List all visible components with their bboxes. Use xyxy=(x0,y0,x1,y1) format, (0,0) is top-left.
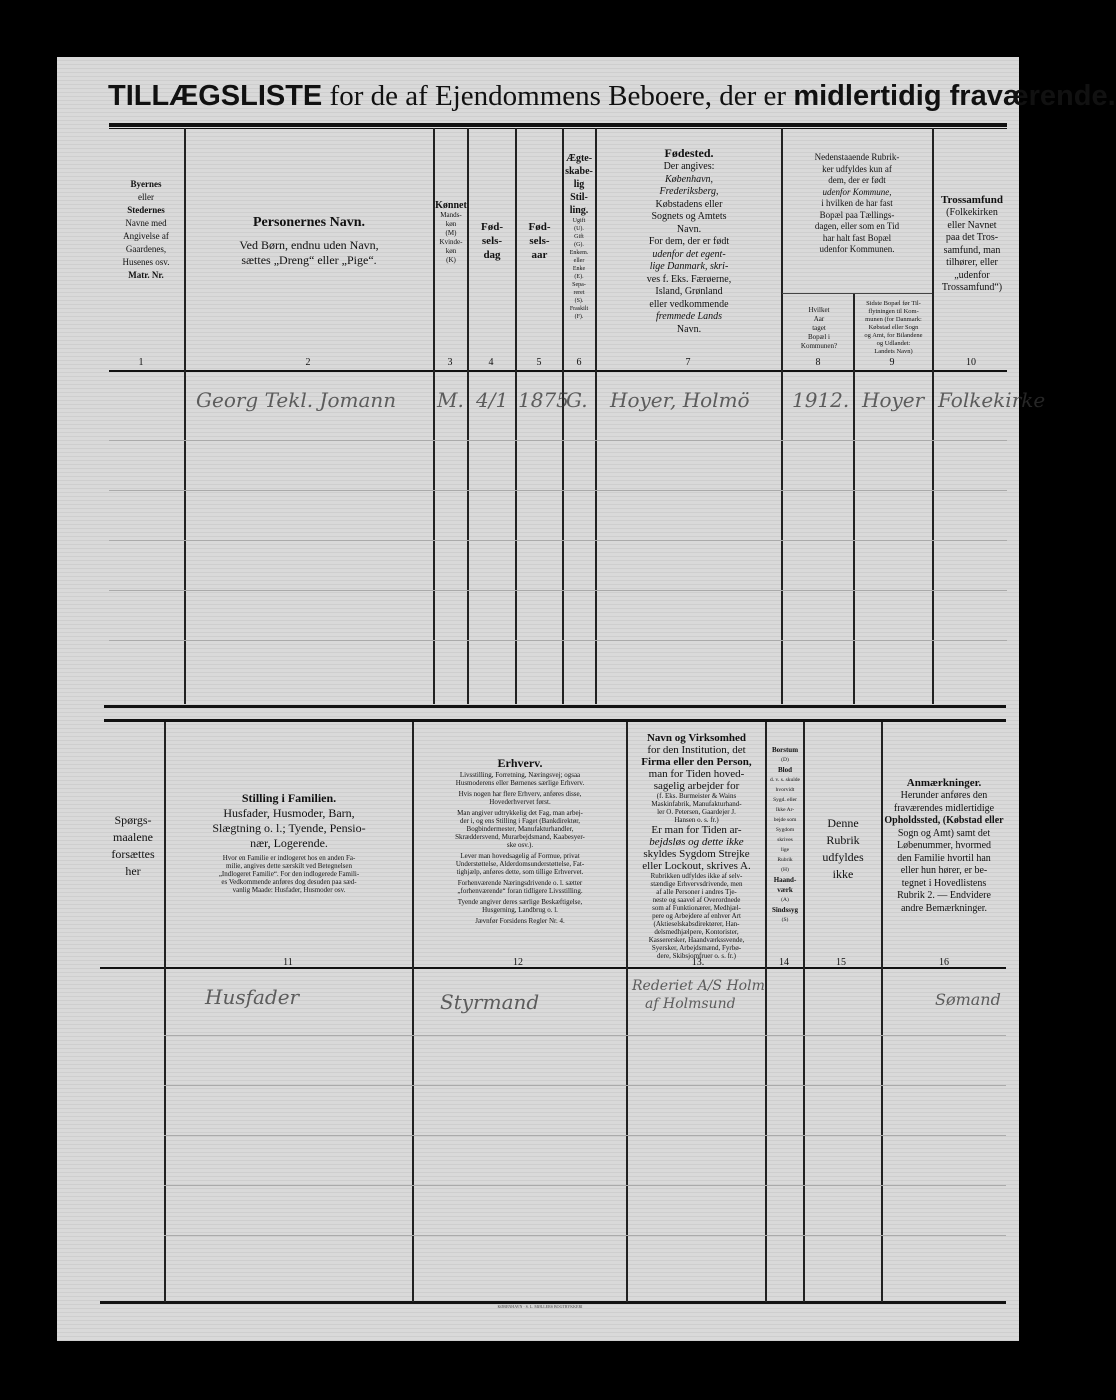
header-col10-line: Trossamfund“) xyxy=(941,282,1003,293)
header-col5 xyxy=(517,220,562,262)
row-line xyxy=(164,1035,1006,1036)
header-col9-line: flytningen til Kom- xyxy=(868,308,919,315)
header-col13-line: skyldes Sygdom Strejke xyxy=(643,848,750,860)
header-col11-small: vanlig Maade: Husfader, Husmoder osv. xyxy=(232,886,346,894)
header-col6-line: reret xyxy=(573,290,585,296)
header-col12-small: der i, og ens Stilling i Faget (Bankdirektør, xyxy=(459,817,581,825)
header-col13-line: sagelig arbejder for xyxy=(653,780,740,792)
header-col11-small: es Vedkommende anføres dog desuden paa sæd- xyxy=(221,878,357,886)
header-col13-small: som af Funktionærer, Medhjæl- xyxy=(652,904,741,912)
header-bottom-rule xyxy=(109,370,1007,372)
header-col6-line: (E). xyxy=(574,274,584,280)
top-table-rule xyxy=(109,123,1007,127)
col-number-4: 4 xyxy=(488,357,494,368)
entry-employer-line2: af Holmsund xyxy=(645,996,736,1012)
header-col1 xyxy=(112,178,180,282)
col-number-15: 15 xyxy=(836,957,846,968)
header-col14-line: Ikke Ar- xyxy=(775,807,795,813)
header-col6-line: eller xyxy=(573,258,585,264)
row-line xyxy=(164,1085,1006,1086)
header-col3-line: køn xyxy=(445,220,457,228)
header-col7-title: Fødested. xyxy=(664,146,714,160)
header-col6-line: (F). xyxy=(574,314,584,320)
header-col5-line: Fød- xyxy=(528,221,551,233)
col-number-11: 11 xyxy=(283,957,293,968)
header-col13-small: neste og saavel af Overordnede xyxy=(652,896,741,904)
header-col1-line: Byernes xyxy=(130,179,162,189)
header-col16-line: Herunder anføres den xyxy=(900,790,988,801)
header-col10-line: eller Navnet xyxy=(947,219,997,231)
row-line xyxy=(164,1235,1006,1236)
header-col11 xyxy=(168,790,410,894)
header-col14-line: bejde som xyxy=(773,817,797,823)
header-col12 xyxy=(415,755,625,925)
header-col16-line: Rubrik 2. — Endvidere xyxy=(897,890,991,901)
bottom-table-top-rule xyxy=(104,719,1006,722)
header-col89-line: udenfor Kommune, xyxy=(822,186,892,197)
header-col8-line: Bopæl i xyxy=(808,333,830,341)
header-col6 xyxy=(563,152,595,321)
entry-year-moved: 1912. xyxy=(792,388,850,412)
header-col89-line: ker udfyldes kun af xyxy=(822,163,892,174)
header-col7-line: Island, Grønland xyxy=(655,286,723,297)
header-col7-line: Navn. xyxy=(676,223,702,235)
header-col7-line: fremmede Lands xyxy=(655,311,722,322)
header-col15-line: ikke xyxy=(832,867,854,881)
col-divider xyxy=(467,128,469,704)
header-col13-small: af alle Personer i andres Tje- xyxy=(656,888,737,896)
header-col8-line: Kommunen? xyxy=(800,342,838,350)
col-number-10: 10 xyxy=(966,357,976,368)
header-col13-small: (Aktieselskabsdirektører, Han- xyxy=(653,920,740,928)
header-col4-line: dag xyxy=(483,249,501,261)
header-col6-line: Ugift xyxy=(572,218,586,224)
header-col14-line: værk xyxy=(777,886,793,894)
header-col12-title: Erhverv. xyxy=(497,756,543,770)
header-col10 xyxy=(934,193,1010,295)
header-col11-small: „Indlogeret Familie“. For den indlogerede Famili- xyxy=(218,870,360,878)
header-col15 xyxy=(806,815,880,883)
header-col14-line: skrives xyxy=(777,837,793,843)
header-col3-title: Kønnet xyxy=(435,200,467,211)
header-col13-line: Er man for Tiden ar- xyxy=(651,824,742,836)
header-col1-line: Husenes osv. xyxy=(122,257,170,267)
header-col12-small: Skræddersvend, Murarbejdsmand, Kaabesyer- xyxy=(455,833,585,841)
col-number-13: 13. xyxy=(691,957,705,968)
col89-split xyxy=(782,293,932,294)
title-end: midlertidig fraværende. xyxy=(793,80,1116,112)
col-divider xyxy=(595,128,597,704)
header-col14-line: (A) xyxy=(781,897,789,903)
questions-continue-line: her xyxy=(125,864,141,878)
entry-marital: G. xyxy=(566,388,588,412)
header-col4-line: Fød- xyxy=(481,221,503,233)
col-number-7: 7 xyxy=(685,357,691,368)
header-col89-line: Nedenstaaende Rubrik- xyxy=(814,152,900,162)
header-col10-line: tilhører, eller xyxy=(946,257,998,268)
header-col16-line: Løbenummer, hvormed xyxy=(896,840,992,851)
top-table-rule-thin xyxy=(109,128,1007,129)
header-col13-small: Hansen o. s. fr.) xyxy=(674,816,719,824)
col-divider xyxy=(412,722,414,1302)
header-col5-line: sels- xyxy=(529,235,550,247)
col-number-1: 1 xyxy=(138,357,144,368)
col-number-6: 6 xyxy=(576,357,582,368)
header-col15-line: Rubrik xyxy=(826,833,860,847)
header-col2-sub1: Ved Børn, endnu uden Navn, xyxy=(239,238,379,252)
header-col6-title: Stil- xyxy=(570,192,588,203)
header-col12-small: Understøttelse, Alderdomsunderstøttelse, Fat- xyxy=(455,860,585,868)
header-col13-line: man for Tiden hoved- xyxy=(648,768,745,780)
row-line xyxy=(164,1185,1006,1186)
header-col13-small: Kasserersker, Haandværkssvende, xyxy=(648,936,745,944)
header-col14-line: Blod xyxy=(777,766,792,774)
header-col12-small: Jævnfør Forsidens Regler Nr. 4. xyxy=(475,917,565,925)
header-col12-small: Tyende angiver deres særlige Beskæftigelse, xyxy=(457,898,583,906)
questions-continue-line: Spørgs- xyxy=(114,813,152,827)
top-table-bottom-rule xyxy=(104,705,1006,708)
page-title xyxy=(108,80,1116,120)
header-col13-small: Syersker, Arbejdsmænd, Fyrbø- xyxy=(651,944,742,952)
header-col11-line: Husfader, Husmoder, Barn, xyxy=(223,806,355,820)
header-col13-small: dere, Skibsjomfruer o. s. fr.) xyxy=(657,952,736,960)
header-col9-line: munen (for Danmark: xyxy=(865,316,922,323)
header-col1-line: eller xyxy=(138,192,154,202)
header-col16-line: andre Bemærkninger. xyxy=(900,902,988,914)
entry-sex: M. xyxy=(437,388,464,412)
header-col10-line: paa det Tros- xyxy=(945,232,999,243)
header-col2-sub2: sættes „Dreng“ eller „Pige“. xyxy=(241,253,377,267)
row-line xyxy=(109,590,1007,591)
col-number-16: 16 xyxy=(939,957,949,968)
header-col10-title: Trossamfund xyxy=(941,194,1003,206)
header-col9-line: Sidste Bopæl før Til- xyxy=(866,300,921,307)
header-col13-title: Navn og Virksomhed xyxy=(646,732,747,744)
header-col10-line: (Folkekirken xyxy=(946,207,998,218)
header-col12-small: Livsstilling, Forretning, Næringsvej; ogsaa xyxy=(459,771,581,779)
entry-birthplace: Hoyer, Holmö xyxy=(610,388,750,412)
header-col6-line: (S). xyxy=(574,298,584,304)
header-col12-small: ske osv.). xyxy=(506,841,534,849)
header-col13-small: Maskinfabrik, Manufakturhand- xyxy=(651,800,742,808)
header-col6-line: (U). xyxy=(574,226,584,232)
header-col1-line: Angivelse af xyxy=(123,231,169,241)
header-col12-small: Hvis nogen har flere Erhverv, anføres disse, xyxy=(458,790,582,798)
entry-name: Georg Tekl. Jomann xyxy=(196,388,397,412)
col-number-8: 8 xyxy=(815,357,821,368)
header-col9-line: og Amt, for Bilandene xyxy=(864,332,923,339)
header-col14-line: (H) xyxy=(781,867,789,873)
header-col9-line: Købstad eller Sogn xyxy=(868,324,919,331)
header-col12-small: Man angiver udtrykkelig det Fag, man arbej- xyxy=(457,809,583,817)
header-col12-small: Hovederhvervet først. xyxy=(489,798,551,806)
col-number-14: 14 xyxy=(779,957,789,968)
header-col14-line: Haand- xyxy=(773,876,797,884)
header-col7 xyxy=(598,146,780,336)
entry-birthyear: 1875 xyxy=(518,388,569,412)
header-col9-line: og Udlandet: xyxy=(876,340,911,347)
row-line xyxy=(109,490,1007,491)
header-col14-line: Sindssyg xyxy=(771,906,799,914)
header-col7-line: Frederiksberg, xyxy=(659,186,719,197)
title-middle: for de af Ejendommens Beboere, der er xyxy=(322,80,794,112)
header-col13-small: (f. Eks. Burmeister & Wains xyxy=(656,792,737,800)
header-col15-line: Denne xyxy=(827,816,859,830)
header-col7-line: Sognets og Amtets xyxy=(651,211,727,222)
header-col11-line: nær, Logerende. xyxy=(250,836,328,850)
header-col12-small: „forhenværende“ foran tidligere Livsstilling. xyxy=(457,887,583,895)
header-col3-line: (M) xyxy=(445,229,457,237)
header-col89-line: dem, der er født xyxy=(828,175,886,185)
header-col3-line: køn xyxy=(445,247,457,255)
bottom-header-rule xyxy=(100,967,1006,969)
printer-imprint: KØBENHAVN · S. L. MØLLERS BOGTRYKKERI xyxy=(497,1304,583,1309)
row-line xyxy=(109,640,1007,641)
col-divider xyxy=(626,722,628,1302)
entry-religion: Folkekirke xyxy=(938,388,1046,412)
header-col12-small: Husgerning, Landbrug o. l. xyxy=(482,906,558,914)
header-col89-line: udenfor Kommunen. xyxy=(819,244,895,254)
entry-birthday: 4/1 xyxy=(476,388,509,412)
header-col4-line: sels- xyxy=(481,235,503,247)
col-divider xyxy=(803,722,805,1302)
col-number-3: 3 xyxy=(447,357,453,368)
header-col7-line: For dem, der er født xyxy=(648,236,730,247)
header-col6-title: ling. xyxy=(569,205,589,216)
header-col16-line: eller hun hører, er be- xyxy=(900,865,988,876)
header-col3-line: (K) xyxy=(446,256,456,264)
col-number-5: 5 xyxy=(536,357,542,368)
col-number-12: 12 xyxy=(513,957,523,968)
header-col16 xyxy=(884,776,1004,915)
header-col14-line: (S) xyxy=(781,917,789,923)
header-col7-line: København, xyxy=(664,173,714,185)
header-col6-title: skabe- xyxy=(565,166,593,177)
col-divider xyxy=(515,128,517,704)
title-main: TILLÆGSLISTE xyxy=(108,80,323,112)
header-col6-line: Fraskilt xyxy=(569,306,589,312)
header-col12-small: Bogbindermester, Manufakturhandler, xyxy=(466,825,574,833)
header-col89-line: Bopæl paa Tællings- xyxy=(819,209,895,220)
header-col1-line: Navne med xyxy=(125,218,167,228)
header-col6-line: Gift xyxy=(574,234,584,240)
header-col1-line: Matr. Nr. xyxy=(128,270,164,280)
header-col11-small: Hvor en Familie er indlogeret hos en anden Fa- xyxy=(222,854,356,862)
header-col14-line: Rubrik xyxy=(777,857,793,863)
header-col8-line: Hvilket xyxy=(808,306,830,314)
header-col10-line: samfund, man xyxy=(943,244,1001,256)
header-col14-line: Borstum xyxy=(771,746,799,754)
header-col4 xyxy=(469,220,515,262)
header-col6-line: Enkem. xyxy=(569,250,589,256)
header-col89-line: dagen, eller som en Tid xyxy=(814,221,900,231)
header-col6-line: Enke xyxy=(572,266,586,272)
header-col3-line: Kvinde- xyxy=(439,238,463,246)
col-divider xyxy=(184,128,186,704)
header-col9-line: Landets Navn) xyxy=(874,348,913,355)
header-col12-small: tighjælp, anføres dette, som tillige Erhvervet. xyxy=(456,868,584,876)
header-col13-line: eller Lockout, skrives A. xyxy=(642,860,751,872)
header-col6-line: (G). xyxy=(574,242,584,248)
header-col14 xyxy=(767,745,803,925)
header-col7-line: udenfor det egent- xyxy=(652,248,726,260)
header-col9 xyxy=(855,300,932,356)
questions-continue-line: forsættes xyxy=(111,847,155,861)
header-col89-note xyxy=(783,152,931,256)
header-col14-line: lige xyxy=(780,847,790,853)
questions-continue-note xyxy=(104,812,162,880)
header-col1-line: Gaardenes, xyxy=(125,244,167,254)
header-col16-line: Opholdssted, (Købstad eller xyxy=(884,815,1004,826)
header-col15-line: udfyldes xyxy=(822,850,864,864)
entry-last-residence: Hoyer xyxy=(862,388,925,412)
entry-occupation: Styrmand xyxy=(440,990,540,1014)
header-col13-line: bejdsløs og dette ikke xyxy=(649,836,744,848)
header-col13-small: pere og Arbejdere af enhver Art xyxy=(652,912,741,920)
header-col6-line: Sepa- xyxy=(572,282,586,288)
header-col13-line: Firma eller den Person, xyxy=(641,756,752,768)
questions-continue-line: maalene xyxy=(113,830,153,844)
header-col8 xyxy=(785,306,853,351)
header-col89-line: i hvilken de har fast xyxy=(821,198,893,208)
header-col2 xyxy=(188,215,430,268)
header-col16-line: Sogn og Amt) samt det xyxy=(897,827,991,839)
header-col7-line: eller vedkommende xyxy=(649,298,729,310)
row-line xyxy=(109,440,1007,441)
header-col89-line: har halt fast Bopæl xyxy=(822,232,892,243)
header-col3 xyxy=(435,200,467,265)
header-col16-line: den Familie hvortil han xyxy=(897,852,991,864)
header-col13-small: Rubrikken udfyldes ikke af selv- xyxy=(650,872,743,880)
header-col14-line: d. v. s. skulde xyxy=(770,777,800,783)
col-number-2: 2 xyxy=(305,357,311,368)
header-col16-line: fraværendes midlertidige xyxy=(893,802,995,814)
header-col7-line: ves f. Eks. Færøerne, xyxy=(646,273,732,285)
header-col11-title: Stilling i Familien. xyxy=(241,791,337,805)
header-col16-line: tegnet i Hovedlistens xyxy=(901,877,987,889)
header-col6-title: lig xyxy=(573,179,585,190)
header-col14-line: hvorvidt xyxy=(775,787,795,793)
header-col7-line: Der angives: xyxy=(663,161,715,172)
header-col12-small: Husmoderens eller Børnenes særlige Erhverv. xyxy=(455,779,585,787)
header-col2-title: Personernes Navn. xyxy=(253,215,365,230)
header-col7-line: Købstadens eller xyxy=(655,198,723,210)
entry-family-position: Husfader xyxy=(205,985,300,1009)
header-col3-line: Mands- xyxy=(440,211,462,219)
entry-remarks: Sømand xyxy=(935,990,1001,1009)
header-col6-title: Ægte- xyxy=(565,153,593,164)
header-col14-line: Sygdom xyxy=(775,827,795,833)
header-col12-small: Forhenværende Næringsdrivende o. l. sætter xyxy=(457,879,583,887)
col-divider xyxy=(164,722,166,1302)
header-col13-small: delsmedhjælpere, Kontorister, xyxy=(654,928,739,936)
header-col14-line: Sygd. eller xyxy=(773,797,797,803)
header-col8-line: taget xyxy=(812,324,826,332)
row-line xyxy=(109,540,1007,541)
row-line xyxy=(164,1135,1006,1136)
header-col13-line: for den Institution, det xyxy=(647,744,746,756)
header-col13-small: stændige Erhvervsdrivende, men xyxy=(650,880,743,888)
header-col11-small: milie, angives dette særskilt ved Betegnelsen xyxy=(226,862,352,870)
header-col10-line: „udenfor xyxy=(954,269,990,281)
header-col1-line: Stedernes xyxy=(127,205,165,215)
header-col11-line: Slægtning o. l.; Tyende, Pensio- xyxy=(212,821,366,835)
entry-employer-line1: Rederiet A/S Holm xyxy=(632,978,765,994)
col-number-9: 9 xyxy=(889,357,895,368)
header-col7-line: Navn. xyxy=(676,323,702,335)
col-divider xyxy=(881,722,883,1302)
header-col7-line: lige Danmark, skri- xyxy=(649,261,729,272)
header-col5-line: aar xyxy=(531,249,548,261)
header-col12-small: Lever man hovedsagelig af Formue, privat xyxy=(460,852,580,860)
header-col14-line: (D) xyxy=(781,757,789,763)
header-col16-title: Anmærkninger. xyxy=(906,777,982,789)
header-col8-line: Aar xyxy=(813,315,825,323)
header-col13-small: ler O. Petersen, Gaardejer J. xyxy=(657,808,736,816)
header-col13 xyxy=(629,732,764,960)
